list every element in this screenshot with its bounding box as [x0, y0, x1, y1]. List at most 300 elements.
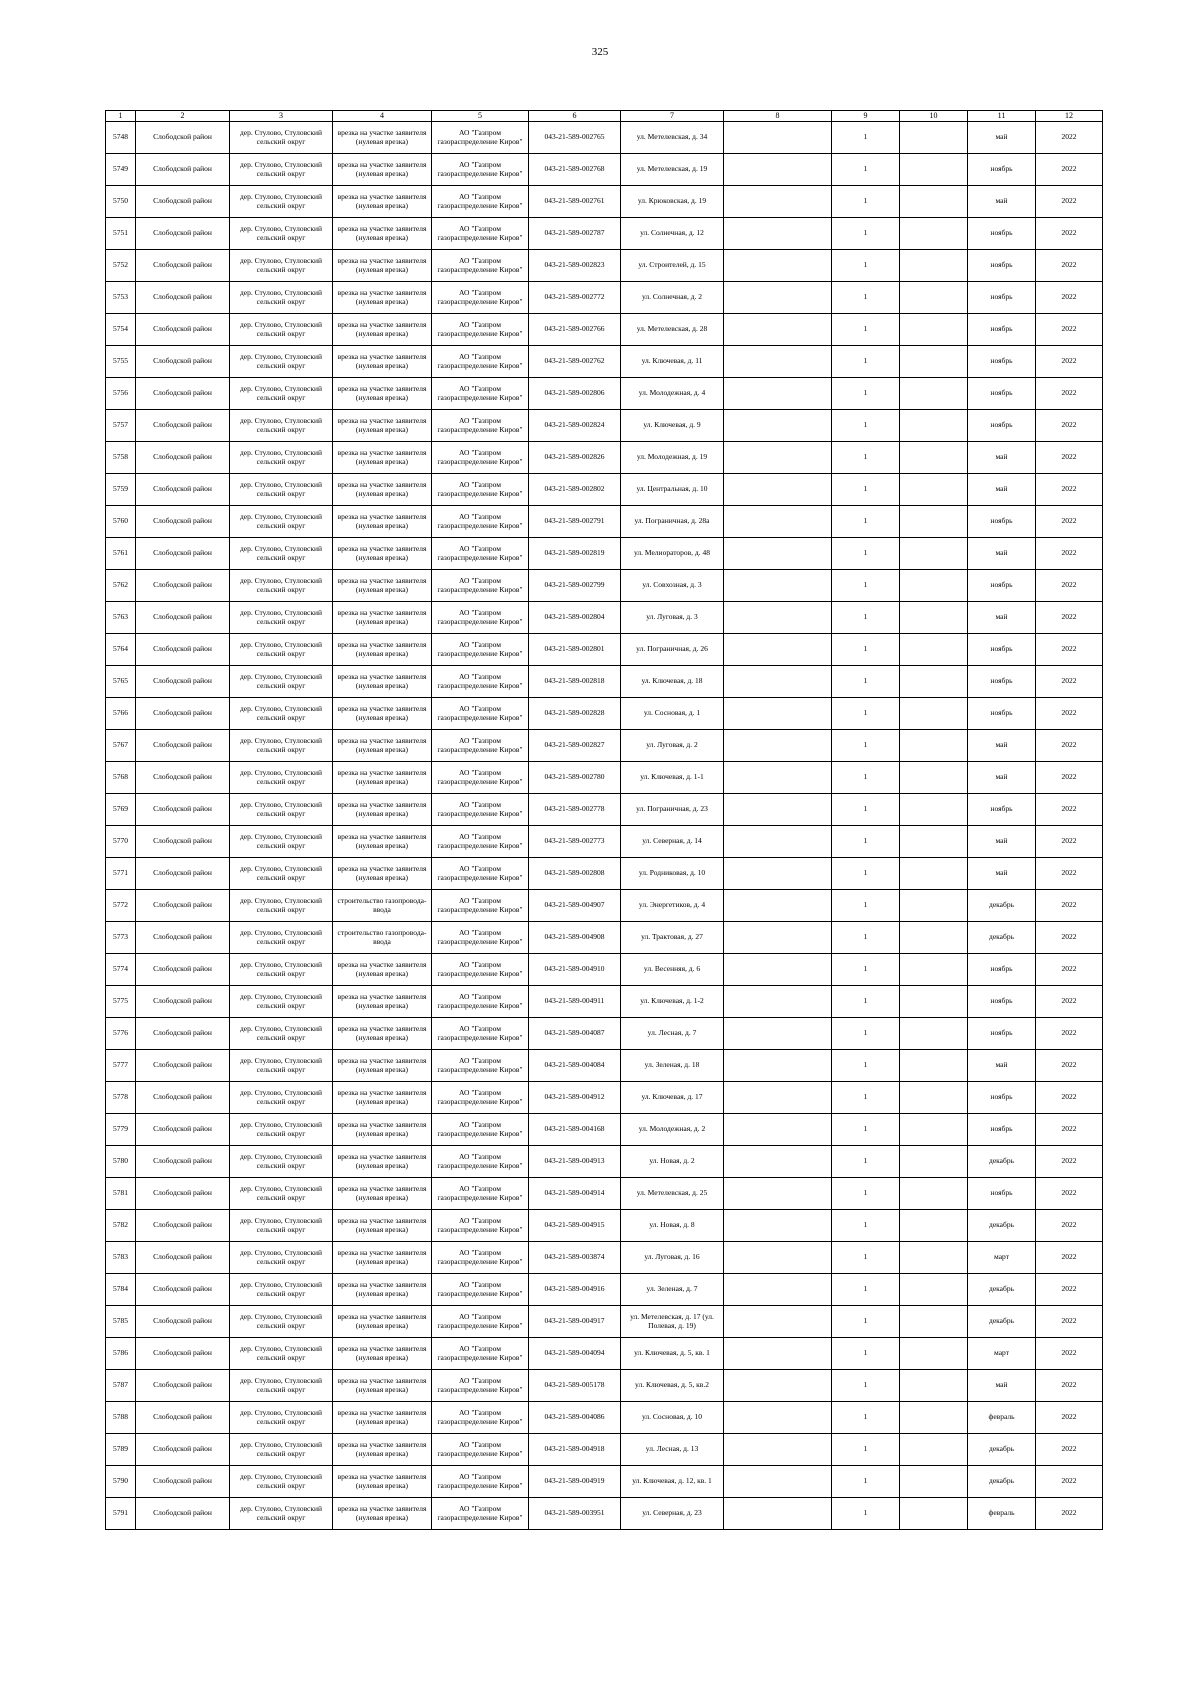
organization-cell — [432, 474, 529, 506]
column-10-cell — [900, 1402, 968, 1434]
month-cell: май — [968, 858, 1036, 890]
quantity-cell: 1 — [832, 858, 900, 890]
address-cell — [621, 1018, 724, 1050]
locality-cell — [230, 1082, 333, 1114]
organization-cell — [432, 250, 529, 282]
column-10-cell — [900, 890, 968, 922]
work-type-cell-text: врезка на участке заявителя (нулевая врезка) — [337, 1216, 427, 1234]
row-number: 5761 — [106, 538, 136, 570]
organization-cell-text: АО "Газпром газораспределение Киров" — [437, 768, 523, 786]
year-cell: 2022 — [1036, 858, 1103, 890]
year-cell: 2022 — [1036, 922, 1103, 954]
organization-cell-text: АО "Газпром газораспределение Киров" — [437, 864, 523, 882]
registration-code-cell: 043-21-589-002765 — [529, 122, 621, 154]
address-cell-text: ул. Луговая, д. 16 — [644, 1253, 700, 1262]
column-10-cell — [900, 1114, 968, 1146]
column-8-cell — [724, 922, 832, 954]
year-cell: 2022 — [1036, 1402, 1103, 1434]
organization-cell — [432, 890, 529, 922]
table-row — [106, 890, 1103, 922]
address-cell-text: ул. Мелиораторов, д. 48 — [634, 549, 710, 558]
table-row — [106, 1082, 1103, 1114]
locality-cell-text: дер. Стулово, Стуловский сельский округ — [239, 320, 323, 338]
quantity-cell: 1 — [832, 442, 900, 474]
month-cell: ноябрь — [968, 154, 1036, 186]
organization-cell — [432, 1082, 529, 1114]
organization-cell — [432, 794, 529, 826]
locality-cell-text: дер. Стулово, Стуловский сельский округ — [239, 352, 323, 370]
work-type-cell — [333, 1434, 432, 1466]
district-cell: Слободской район — [136, 1370, 230, 1402]
work-type-cell — [333, 282, 432, 314]
locality-cell-text: дер. Стулово, Стуловский сельский округ — [239, 1216, 323, 1234]
district-cell: Слободской район — [136, 1018, 230, 1050]
table-row — [106, 1274, 1103, 1306]
work-type-cell — [333, 442, 432, 474]
district-cell: Слободской район — [136, 154, 230, 186]
month-cell: ноябрь — [968, 570, 1036, 602]
month-cell: декабрь — [968, 1466, 1036, 1498]
table-header-row — [106, 111, 1103, 122]
column-10-cell — [900, 1146, 968, 1178]
year-cell: 2022 — [1036, 1466, 1103, 1498]
table-row — [106, 1146, 1103, 1178]
organization-cell — [432, 762, 529, 794]
quantity-cell: 1 — [832, 1146, 900, 1178]
column-header-8: 8 — [724, 111, 832, 122]
row-number: 5762 — [106, 570, 136, 602]
table-row — [106, 1306, 1103, 1338]
organization-cell-text: АО "Газпром газораспределение Киров" — [437, 1408, 523, 1426]
table-row — [106, 570, 1103, 602]
month-cell: май — [968, 762, 1036, 794]
organization-cell-text: АО "Газпром газораспределение Киров" — [437, 288, 523, 306]
row-number: 5749 — [106, 154, 136, 186]
row-number: 5754 — [106, 314, 136, 346]
registration-code-cell: 043-21-589-002778 — [529, 794, 621, 826]
work-type-cell — [333, 890, 432, 922]
address-cell — [621, 570, 724, 602]
column-8-cell — [724, 1498, 832, 1530]
district-cell: Слободской район — [136, 282, 230, 314]
quantity-cell: 1 — [832, 1242, 900, 1274]
column-10-cell — [900, 634, 968, 666]
address-cell — [621, 1210, 724, 1242]
organization-cell — [432, 1466, 529, 1498]
quantity-cell: 1 — [832, 538, 900, 570]
column-8-cell — [724, 794, 832, 826]
table-row — [106, 1498, 1103, 1530]
address-cell — [621, 1178, 724, 1210]
address-cell-text: ул. Лесная, д. 13 — [645, 1445, 699, 1454]
locality-cell — [230, 538, 333, 570]
address-cell-text: ул. Пограничная, д. 23 — [636, 805, 708, 814]
quantity-cell: 1 — [832, 1018, 900, 1050]
month-cell: декабрь — [968, 1306, 1036, 1338]
column-10-cell — [900, 186, 968, 218]
locality-cell — [230, 442, 333, 474]
locality-cell — [230, 250, 333, 282]
column-10-cell — [900, 474, 968, 506]
organization-cell-text: АО "Газпром газораспределение Киров" — [437, 960, 523, 978]
organization-cell-text: АО "Газпром газораспределение Киров" — [437, 800, 523, 818]
registration-code-cell: 043-21-589-004917 — [529, 1306, 621, 1338]
table-row — [106, 186, 1103, 218]
organization-cell-text: АО "Газпром газораспределение Киров" — [437, 1440, 523, 1458]
address-cell — [621, 1146, 724, 1178]
quantity-cell: 1 — [832, 1466, 900, 1498]
organization-cell-text: АО "Газпром газораспределение Киров" — [437, 128, 523, 146]
column-8-cell — [724, 634, 832, 666]
work-type-cell — [333, 346, 432, 378]
work-type-cell — [333, 1242, 432, 1274]
district-cell: Слободской район — [136, 1498, 230, 1530]
column-10-cell — [900, 1242, 968, 1274]
row-number: 5760 — [106, 506, 136, 538]
column-10-cell — [900, 730, 968, 762]
column-10-cell — [900, 922, 968, 954]
locality-cell — [230, 122, 333, 154]
table-row — [106, 698, 1103, 730]
month-cell: май — [968, 602, 1036, 634]
quantity-cell: 1 — [832, 250, 900, 282]
column-10-cell — [900, 826, 968, 858]
row-number: 5777 — [106, 1050, 136, 1082]
year-cell: 2022 — [1036, 666, 1103, 698]
registration-code-cell: 043-21-589-004910 — [529, 954, 621, 986]
column-10-cell — [900, 218, 968, 250]
district-cell: Слободской район — [136, 1466, 230, 1498]
month-cell: май — [968, 826, 1036, 858]
column-10-cell — [900, 794, 968, 826]
month-cell: декабрь — [968, 1210, 1036, 1242]
row-number: 5748 — [106, 122, 136, 154]
registration-code-cell: 043-21-589-002826 — [529, 442, 621, 474]
work-type-cell-text: врезка на участке заявителя (нулевая врезка) — [337, 864, 427, 882]
work-type-cell — [333, 1114, 432, 1146]
work-type-cell — [333, 378, 432, 410]
column-header-5: 5 — [432, 111, 529, 122]
locality-cell — [230, 506, 333, 538]
year-cell: 2022 — [1036, 762, 1103, 794]
quantity-cell: 1 — [832, 1274, 900, 1306]
locality-cell — [230, 1402, 333, 1434]
locality-cell — [230, 410, 333, 442]
locality-cell-text: дер. Стулово, Стуловский сельский округ — [239, 576, 323, 594]
registration-code-cell: 043-21-589-004087 — [529, 1018, 621, 1050]
address-cell — [621, 666, 724, 698]
organization-cell-text: АО "Газпром газораспределение Киров" — [437, 1120, 523, 1138]
column-8-cell — [724, 410, 832, 442]
locality-cell — [230, 186, 333, 218]
district-cell: Слободской район — [136, 762, 230, 794]
work-type-cell-text: врезка на участке заявителя (нулевая врезка) — [337, 768, 427, 786]
address-cell — [621, 858, 724, 890]
work-type-cell — [333, 474, 432, 506]
year-cell: 2022 — [1036, 1018, 1103, 1050]
row-number: 5791 — [106, 1498, 136, 1530]
organization-cell — [432, 186, 529, 218]
table-row — [106, 602, 1103, 634]
month-cell: ноябрь — [968, 986, 1036, 1018]
year-cell: 2022 — [1036, 442, 1103, 474]
month-cell: март — [968, 1242, 1036, 1274]
row-number: 5767 — [106, 730, 136, 762]
district-cell: Слободской район — [136, 890, 230, 922]
organization-cell-text: АО "Газпром газораспределение Киров" — [437, 736, 523, 754]
quantity-cell: 1 — [832, 666, 900, 698]
address-cell — [621, 730, 724, 762]
organization-cell — [432, 410, 529, 442]
address-cell-text: ул. Родниковая, д. 10 — [638, 869, 706, 878]
district-cell: Слободской район — [136, 250, 230, 282]
organization-cell — [432, 1402, 529, 1434]
work-type-cell — [333, 1018, 432, 1050]
work-type-cell — [333, 1178, 432, 1210]
locality-cell-text: дер. Стулово, Стуловский сельский округ — [239, 672, 323, 690]
address-cell-text: ул. Метелевская, д. 19 — [636, 165, 708, 174]
address-cell — [621, 1050, 724, 1082]
month-cell: ноябрь — [968, 794, 1036, 826]
work-type-cell-text: врезка на участке заявителя (нулевая врезка) — [337, 1376, 427, 1394]
organization-cell — [432, 730, 529, 762]
month-cell: май — [968, 730, 1036, 762]
column-10-cell — [900, 506, 968, 538]
row-number: 5784 — [106, 1274, 136, 1306]
address-cell-text: ул. Луговая, д. 3 — [646, 613, 698, 622]
address-cell-text: ул. Ключевая, д. 12, кв. 1 — [632, 1477, 712, 1486]
table-row — [106, 122, 1103, 154]
column-8-cell — [724, 314, 832, 346]
year-cell: 2022 — [1036, 410, 1103, 442]
address-cell-text: ул. Пограничная, д. 28а — [634, 517, 710, 526]
address-cell-text: ул. Зеленая, д. 18 — [644, 1061, 700, 1070]
registration-code-cell: 043-21-589-003951 — [529, 1498, 621, 1530]
address-cell-text: ул. Ключевая, д. 1-1 — [640, 773, 704, 782]
registration-code-cell: 043-21-589-002801 — [529, 634, 621, 666]
table-row — [106, 474, 1103, 506]
locality-cell — [230, 1338, 333, 1370]
month-cell: февраль — [968, 1498, 1036, 1530]
column-8-cell — [724, 1018, 832, 1050]
locality-cell-text: дер. Стулово, Стуловский сельский округ — [239, 1184, 323, 1202]
address-cell-text: ул. Центральная, д. 10 — [636, 485, 708, 494]
district-cell: Слободской район — [136, 474, 230, 506]
address-cell-text: ул. Солнечная, д. 2 — [641, 293, 703, 302]
year-cell: 2022 — [1036, 1082, 1103, 1114]
address-cell — [621, 1498, 724, 1530]
work-type-cell — [333, 602, 432, 634]
column-8-cell — [724, 890, 832, 922]
address-cell-text: ул. Ключевая, д. 5, кв.2 — [635, 1381, 709, 1390]
month-cell: май — [968, 538, 1036, 570]
locality-cell — [230, 1434, 333, 1466]
registration-code-cell: 043-21-589-004911 — [529, 986, 621, 1018]
district-cell: Слободской район — [136, 1210, 230, 1242]
year-cell: 2022 — [1036, 314, 1103, 346]
organization-cell — [432, 282, 529, 314]
row-number: 5787 — [106, 1370, 136, 1402]
quantity-cell: 1 — [832, 1178, 900, 1210]
work-type-cell-text: врезка на участке заявителя (нулевая врезка) — [337, 224, 427, 242]
year-cell: 2022 — [1036, 122, 1103, 154]
year-cell: 2022 — [1036, 826, 1103, 858]
month-cell: ноябрь — [968, 1018, 1036, 1050]
column-8-cell — [724, 1114, 832, 1146]
locality-cell-text: дер. Стулово, Стуловский сельский округ — [239, 480, 323, 498]
work-type-cell-text: врезка на участке заявителя (нулевая врезка) — [337, 128, 427, 146]
column-10-cell — [900, 698, 968, 730]
address-cell — [621, 410, 724, 442]
district-cell: Слободской район — [136, 922, 230, 954]
registration-code-cell: 043-21-589-002791 — [529, 506, 621, 538]
address-cell-text: ул. Ключевая, д. 1-2 — [640, 997, 704, 1006]
district-cell: Слободской район — [136, 858, 230, 890]
month-cell: ноябрь — [968, 506, 1036, 538]
organization-cell — [432, 346, 529, 378]
locality-cell — [230, 858, 333, 890]
year-cell: 2022 — [1036, 1274, 1103, 1306]
organization-cell-text: АО "Газпром газораспределение Киров" — [437, 992, 523, 1010]
work-type-cell — [333, 314, 432, 346]
registration-code-cell: 043-21-589-002799 — [529, 570, 621, 602]
year-cell: 2022 — [1036, 1050, 1103, 1082]
work-type-cell-text: врезка на участке заявителя (нулевая врезка) — [337, 704, 427, 722]
organization-cell — [432, 634, 529, 666]
organization-cell — [432, 922, 529, 954]
work-type-cell — [333, 570, 432, 602]
registration-code-cell: 043-21-589-002768 — [529, 154, 621, 186]
organization-cell — [432, 698, 529, 730]
organization-cell — [432, 538, 529, 570]
organization-cell-text: АО "Газпром газораспределение Киров" — [437, 1376, 523, 1394]
address-cell — [621, 1434, 724, 1466]
row-number: 5782 — [106, 1210, 136, 1242]
page-number: 325 — [591, 46, 609, 58]
organization-cell-text: АО "Газпром газораспределение Киров" — [437, 832, 523, 850]
column-header-4: 4 — [333, 111, 432, 122]
organization-cell — [432, 570, 529, 602]
year-cell: 2022 — [1036, 890, 1103, 922]
row-number: 5783 — [106, 1242, 136, 1274]
address-cell — [621, 250, 724, 282]
row-number: 5770 — [106, 826, 136, 858]
row-number: 5779 — [106, 1114, 136, 1146]
organization-cell — [432, 1242, 529, 1274]
locality-cell — [230, 282, 333, 314]
address-cell-text: ул. Молодежная, д. 4 — [638, 389, 706, 398]
column-10-cell — [900, 1498, 968, 1530]
locality-cell-text: дер. Стулово, Стуловский сельский округ — [239, 800, 323, 818]
organization-cell-text: АО "Газпром газораспределение Киров" — [437, 512, 523, 530]
month-cell: ноябрь — [968, 218, 1036, 250]
row-number: 5764 — [106, 634, 136, 666]
month-cell: декабрь — [968, 890, 1036, 922]
address-cell — [621, 378, 724, 410]
locality-cell-text: дер. Стулово, Стуловский сельский округ — [239, 512, 323, 530]
address-cell-text: ул. Солнечная, д. 12 — [640, 229, 704, 238]
organization-cell — [432, 442, 529, 474]
address-cell — [621, 602, 724, 634]
district-cell: Слободской район — [136, 634, 230, 666]
organization-cell — [432, 1338, 529, 1370]
address-cell-text: ул. Совхозная, д. 3 — [642, 581, 702, 590]
column-header-7: 7 — [621, 111, 724, 122]
address-cell — [621, 890, 724, 922]
work-type-cell — [333, 1082, 432, 1114]
month-cell: ноябрь — [968, 314, 1036, 346]
locality-cell — [230, 698, 333, 730]
locality-cell — [230, 890, 333, 922]
address-cell — [621, 1082, 724, 1114]
row-number: 5786 — [106, 1338, 136, 1370]
organization-cell-text: АО "Газпром газораспределение Киров" — [437, 704, 523, 722]
organization-cell-text: АО "Газпром газораспределение Киров" — [437, 1024, 523, 1042]
column-10-cell — [900, 1018, 968, 1050]
month-cell: ноябрь — [968, 634, 1036, 666]
year-cell: 2022 — [1036, 1114, 1103, 1146]
locality-cell-text: дер. Стулово, Стуловский сельский округ — [239, 768, 323, 786]
organization-cell-text: АО "Газпром газораспределение Киров" — [437, 1312, 523, 1330]
address-cell — [621, 1402, 724, 1434]
address-cell-text: ул. Молодежная, д. 2 — [638, 1125, 706, 1134]
organization-cell-text: АО "Газпром газораспределение Киров" — [437, 416, 523, 434]
row-number: 5756 — [106, 378, 136, 410]
address-cell-text: ул. Метелевская, д. 17 (ул. Полевая, д. 19) — [630, 1312, 714, 1330]
address-cell-text: ул. Новая, д. 8 — [649, 1221, 695, 1230]
row-number: 5778 — [106, 1082, 136, 1114]
address-cell-text: ул. Ключевая, д. 17 — [641, 1093, 703, 1102]
work-type-cell — [333, 858, 432, 890]
column-10-cell — [900, 986, 968, 1018]
locality-cell-text: дер. Стулово, Стуловский сельский округ — [239, 640, 323, 658]
district-cell: Слободской район — [136, 1082, 230, 1114]
district-cell: Слободской район — [136, 410, 230, 442]
row-number: 5763 — [106, 602, 136, 634]
locality-cell — [230, 1018, 333, 1050]
year-cell: 2022 — [1036, 506, 1103, 538]
address-cell-text: ул. Ключевая, д. 9 — [643, 421, 701, 430]
row-number: 5755 — [106, 346, 136, 378]
quantity-cell: 1 — [832, 282, 900, 314]
organization-cell-text: АО "Газпром газораспределение Киров" — [437, 672, 523, 690]
work-type-cell — [333, 762, 432, 794]
address-cell — [621, 1370, 724, 1402]
table-row — [106, 250, 1103, 282]
month-cell: декабрь — [968, 1274, 1036, 1306]
registration-code-cell: 043-21-589-002819 — [529, 538, 621, 570]
work-type-cell-text: врезка на участке заявителя (нулевая врезка) — [337, 1472, 427, 1490]
month-cell: февраль — [968, 1402, 1036, 1434]
column-header-6: 6 — [529, 111, 621, 122]
work-type-cell-text: врезка на участке заявителя (нулевая врезка) — [337, 448, 427, 466]
month-cell: март — [968, 1338, 1036, 1370]
work-type-cell-text: врезка на участке заявителя (нулевая врезка) — [337, 1344, 427, 1362]
quantity-cell: 1 — [832, 346, 900, 378]
table-row — [106, 410, 1103, 442]
work-type-cell — [333, 954, 432, 986]
column-8-cell — [724, 122, 832, 154]
locality-cell-text: дер. Стулово, Стуловский сельский округ — [239, 1024, 323, 1042]
organization-cell — [432, 506, 529, 538]
month-cell: ноябрь — [968, 1082, 1036, 1114]
organization-cell — [432, 1434, 529, 1466]
work-type-cell — [333, 730, 432, 762]
address-cell — [621, 954, 724, 986]
column-10-cell — [900, 570, 968, 602]
year-cell: 2022 — [1036, 570, 1103, 602]
organization-cell — [432, 1274, 529, 1306]
